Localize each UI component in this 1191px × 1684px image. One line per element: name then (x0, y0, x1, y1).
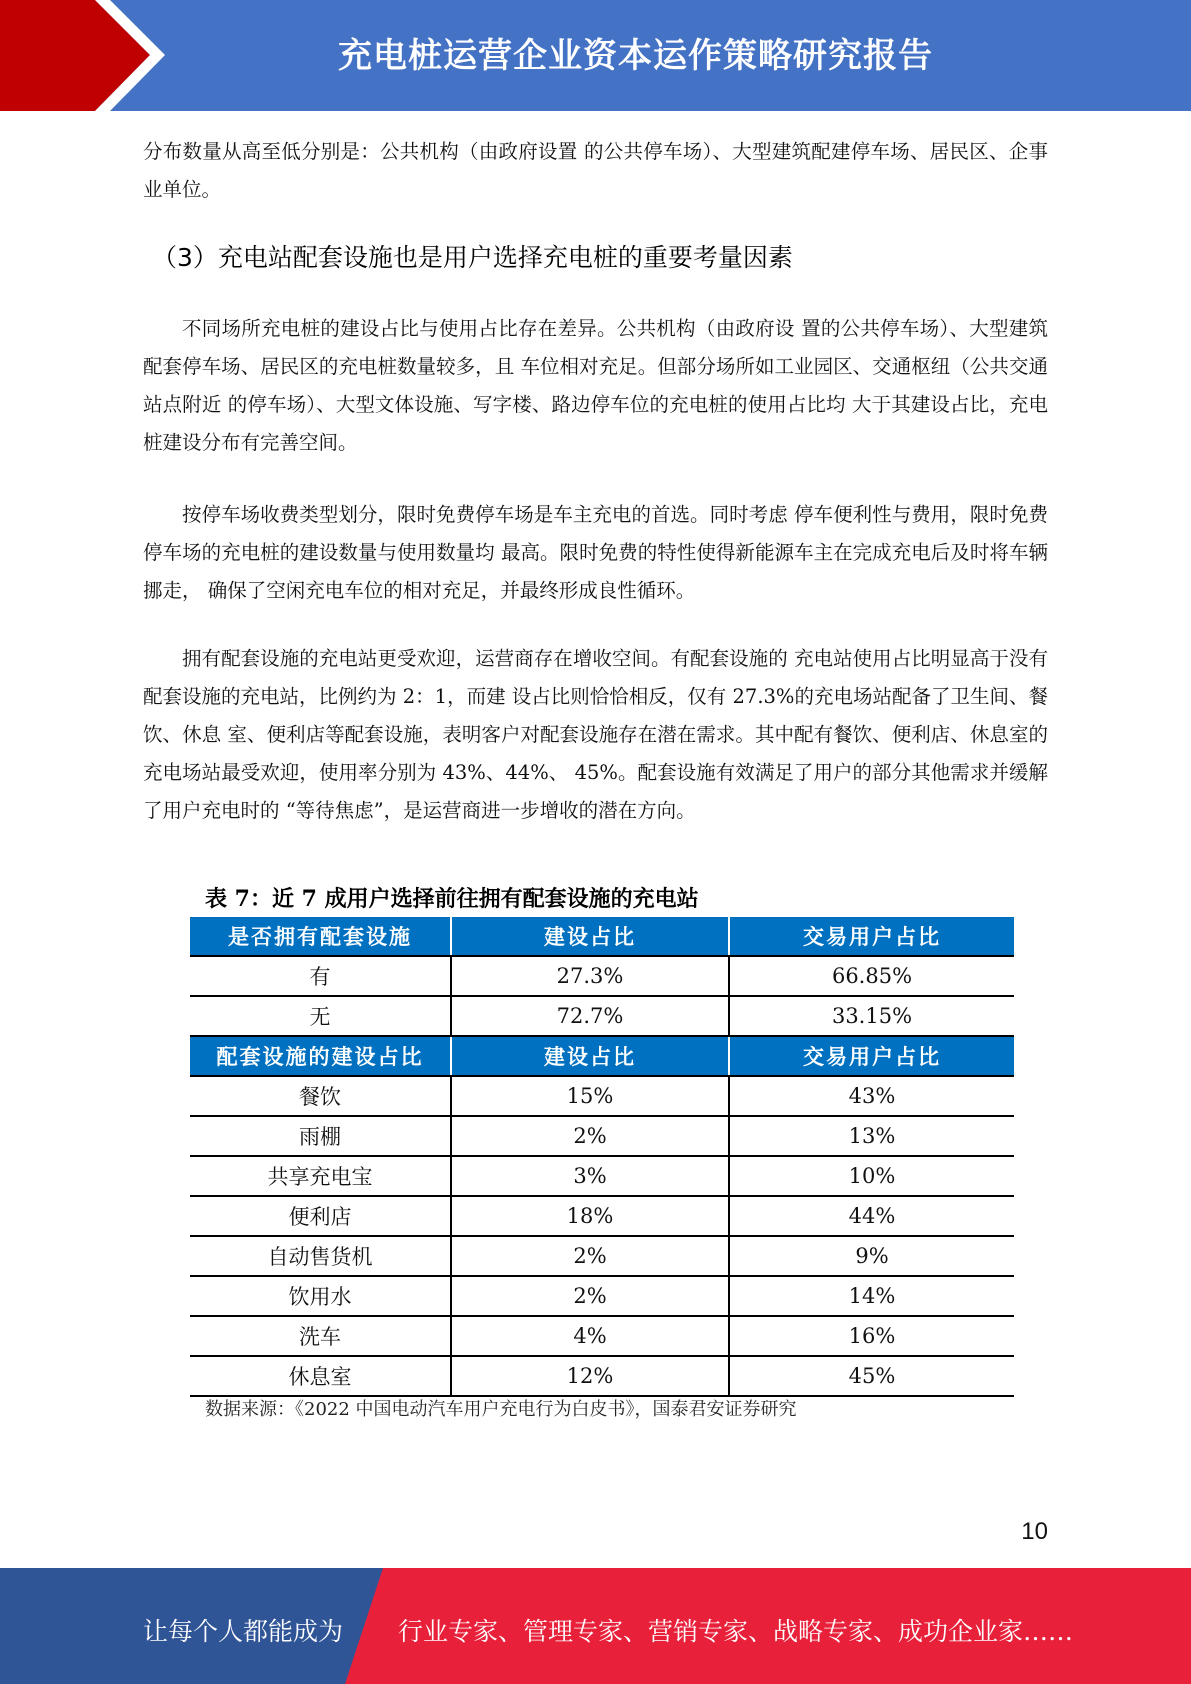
table-header-cell: 配套设施的建设占比 (190, 1036, 451, 1076)
table-header-row-1 (190, 917, 1014, 956)
footer-slogan-right: 行业专家、管理专家、营销专家、战略专家、成功企业家…… (398, 1617, 1074, 1646)
table-cell-value: 4% (451, 1316, 729, 1356)
table-header-cell: 建设占比 (451, 1036, 729, 1076)
paragraph-3: 拥有配套设施的充电站更受欢迎，运营商存在增收空间。有配套设施的 充电站使用占比明显高于没有配套设施的充电站，比例约为 2：1，而建 设占比则恰恰相反，仅有 27.3%的充电场站配备了卫生间、餐饮、休息 室、便利店等配套设施，表明客户对配套设施存在潜在需求。其中配有餐饮、便利店、休息室的充电场站最受欢迎，使用率分别为 43%、44%、 45%。配套设施有效满足了用户的部分其他需求并缓解了用户充电时的 “等待焦虑”，是运营商进一步增收的潜在方向。 (143, 647, 1048, 822)
table-cell-label: 无 (190, 996, 451, 1036)
table-cell-value: 16% (729, 1316, 1014, 1356)
table-cell-value: 45% (729, 1356, 1014, 1396)
table-cell-value: 9% (729, 1236, 1014, 1276)
facilities-table (190, 917, 1014, 1397)
table-header-cell: 交易用户占比 (729, 1036, 1014, 1076)
table-row (190, 1276, 1014, 1316)
table-cell-label: 有 (190, 956, 451, 996)
table-cell-value: 3% (451, 1156, 729, 1196)
table-cell-value: 66.85% (729, 956, 1014, 996)
table-row (190, 1076, 1014, 1116)
table-row (190, 1196, 1014, 1236)
table-source: 数据来源：《2022 中国电动汽车用户充电行为白皮书》，国泰君安证券研究 (205, 1399, 797, 1420)
table-header-row-2 (190, 1036, 1014, 1076)
table-cell-value: 43% (729, 1076, 1014, 1116)
paragraph-intro: 分布数量从高至低分别是：公共机构（由政府设置 的公共停车场）、大型建筑配建停车场、居民区、企事业单位。 (143, 140, 1048, 201)
table-cell-value: 2% (451, 1276, 729, 1316)
table-cell-value: 2% (451, 1236, 729, 1276)
table-cell-value: 72.7% (451, 996, 729, 1036)
page-header (0, 0, 1191, 111)
table-cell-label: 雨棚 (190, 1116, 451, 1156)
table-cell-value: 33.15% (729, 996, 1014, 1036)
table-row (190, 1156, 1014, 1196)
table-cell-value: 14% (729, 1276, 1014, 1316)
table-caption: 表 7：近 7 成用户选择前往拥有配套设施的充电站 (205, 886, 699, 912)
table-row (190, 1356, 1014, 1396)
header-title: 充电桩运营企业资本运作策略研究报告 (338, 36, 933, 76)
paragraph-1: 不同场所充电桩的建设占比与使用占比存在差异。公共机构（由政府设 置的公共停车场）、大型建筑配套停车场、居民区的充电桩数量较多，且 车位相对充足。但部分场所如工业园区、交通枢纽（公共交通站点附近 的停车场）、大型文体设施、写字楼、路边停车位的充电桩的使用占比均 大于其建设占比，充电桩建设分布有完善空间。 (143, 317, 1048, 454)
table-cell-value: 27.3% (451, 956, 729, 996)
table-cell-value: 44% (729, 1196, 1014, 1236)
table-cell-value: 18% (451, 1196, 729, 1236)
footer-slogan-left: 让每个人都能成为 (143, 1617, 344, 1646)
paragraph-2: 按停车场收费类型划分，限时免费停车场是车主充电的首选。同时考虑 停车便利性与费用，限时免费停车场的充电桩的建设数量与使用数量均 最高。限时免费的特性使得新能源车主在完成充电后及时将车辆挪走， 确保了空闲充电车位的相对充足，并最终形成良性循环。 (143, 503, 1048, 602)
table-cell-label: 共享充电宝 (190, 1156, 451, 1196)
page-footer (0, 1568, 1191, 1684)
table-row (190, 996, 1014, 1036)
table-row (190, 956, 1014, 996)
table-cell-label: 休息室 (190, 1356, 451, 1396)
section-heading: （3）充电站配套设施也是用户选择充电桩的重要考量因素 (152, 243, 793, 272)
table-cell-label: 便利店 (190, 1196, 451, 1236)
table-row (190, 1316, 1014, 1356)
table-cell-label: 餐饮 (190, 1076, 451, 1116)
table-cell-value: 10% (729, 1156, 1014, 1196)
table-cell-label: 自动售货机 (190, 1236, 451, 1276)
table-cell-value: 12% (451, 1356, 729, 1396)
table-row (190, 1116, 1014, 1156)
page-number: 10 (1021, 1518, 1048, 1545)
table-header-cell: 建设占比 (451, 917, 729, 956)
table-cell-value: 2% (451, 1116, 729, 1156)
table-cell-label: 饮用水 (190, 1276, 451, 1316)
table-cell-value: 13% (729, 1116, 1014, 1156)
table-header-cell: 交易用户占比 (729, 917, 1014, 956)
table-header-cell: 是否拥有配套设施 (190, 917, 451, 956)
table-cell-label: 洗车 (190, 1316, 451, 1356)
table-row (190, 1236, 1014, 1276)
table-cell-value: 15% (451, 1076, 729, 1116)
